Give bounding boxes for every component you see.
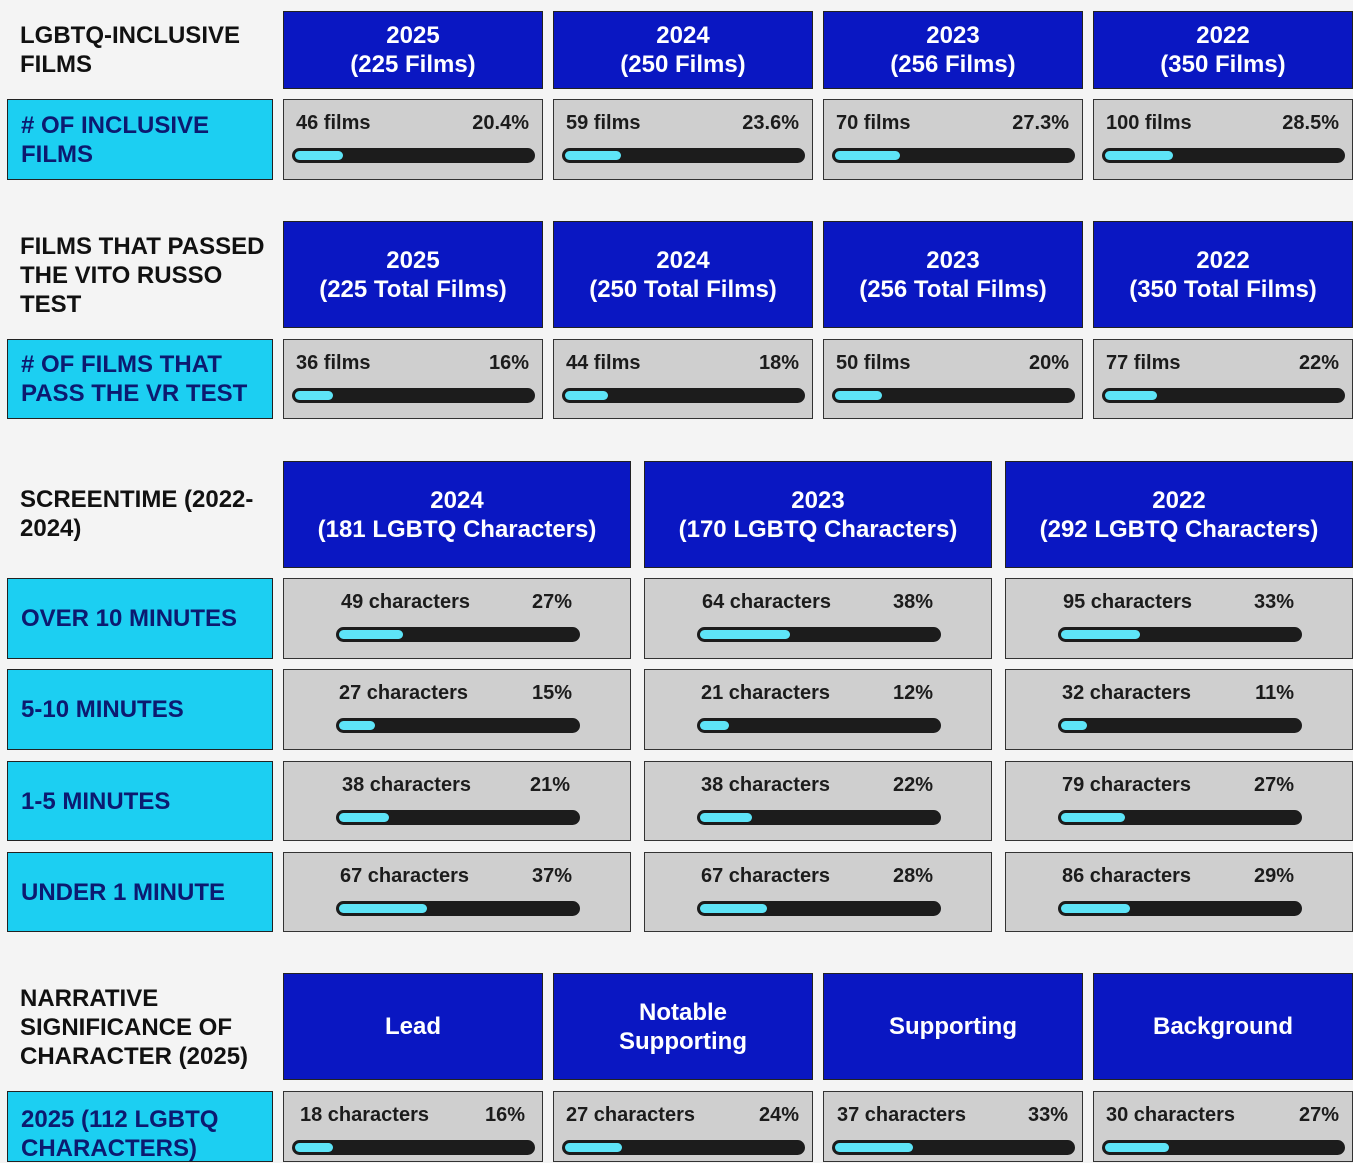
- progress-bar: [562, 148, 805, 163]
- progress-bar: [1058, 810, 1302, 825]
- stat-cell: [283, 669, 631, 750]
- progress-fill: [1105, 1143, 1169, 1152]
- progress-bar: [697, 901, 941, 916]
- percent-text: 28.5%: [1282, 112, 1339, 134]
- header-2022: [1093, 221, 1353, 328]
- section-title-inclusive-films: LGBTQ-INCLUSIVE FILMS: [20, 22, 240, 78]
- percent-text: 33%: [1027, 1104, 1068, 1126]
- header-year: 2022: [1152, 486, 1206, 514]
- percent-text: 18%: [758, 352, 799, 374]
- row-label-5-10-min: 5-10 MINUTES: [7, 669, 273, 750]
- header-total: (250 Films): [620, 51, 746, 78]
- count-text: 77 films: [1106, 352, 1181, 374]
- percent-text: 28%: [892, 865, 933, 887]
- header-line1: Notable: [638, 998, 727, 1026]
- percent-text: 29%: [1253, 865, 1294, 887]
- count-text: 59 films: [566, 112, 641, 134]
- header-year: 2025: [386, 246, 440, 274]
- count-text: 32 characters: [1062, 682, 1191, 704]
- stat-cell: [644, 761, 992, 841]
- progress-fill: [1061, 721, 1087, 730]
- stat-cell: [1005, 669, 1353, 750]
- stat-cell: [823, 339, 1083, 419]
- header-year: 2024: [656, 246, 710, 274]
- progress-fill: [565, 391, 608, 400]
- stat-cell: [823, 1091, 1083, 1162]
- stat-cell: [553, 339, 813, 419]
- header-notable-supporting: [553, 973, 813, 1080]
- progress-fill: [565, 1143, 622, 1152]
- header-2024: [283, 461, 631, 568]
- header-year: 2022: [1196, 22, 1250, 49]
- percent-text: 38%: [892, 591, 933, 613]
- count-text: 36 films: [296, 352, 371, 374]
- stat-cell: [283, 761, 631, 841]
- count-text: 30 characters: [1106, 1104, 1235, 1126]
- progress-fill: [565, 151, 621, 160]
- percent-text: 22%: [892, 774, 933, 796]
- percent-text: 37%: [531, 865, 572, 887]
- count-text: 50 films: [836, 352, 911, 374]
- stat-cell: [553, 99, 813, 180]
- progress-bar: [336, 718, 580, 733]
- header-2025: [283, 221, 543, 328]
- progress-fill: [1105, 391, 1157, 400]
- progress-bar: [562, 388, 805, 403]
- count-text: 38 characters: [342, 774, 471, 796]
- stat-cell: [644, 852, 992, 932]
- progress-bar: [697, 627, 941, 642]
- progress-bar: [832, 1140, 1075, 1155]
- percent-text: 27%: [1253, 774, 1294, 796]
- header-total: (350 Films): [1160, 51, 1286, 78]
- stat-cell: [1005, 578, 1353, 659]
- row-label-under-1-min: UNDER 1 MINUTE: [7, 852, 273, 932]
- percent-text: 22%: [1298, 352, 1339, 374]
- header-total: (170 LGBTQ Characters): [678, 515, 958, 543]
- count-text: 46 films: [296, 112, 371, 134]
- progress-bar: [292, 148, 535, 163]
- progress-fill: [1061, 904, 1130, 913]
- percent-text: 20%: [1028, 352, 1069, 374]
- stat-cell: [283, 99, 543, 180]
- progress-bar: [336, 627, 580, 642]
- progress-fill: [339, 904, 427, 913]
- progress-fill: [700, 813, 752, 822]
- count-text: 21 characters: [701, 682, 830, 704]
- stat-cell: [1093, 339, 1353, 419]
- header-total: (256 Films): [890, 51, 1016, 78]
- percent-text: 11%: [1255, 682, 1294, 704]
- section-title-narrative-significance: NARRATIVE SIGNIFICANCE OF CHARACTER (2025): [20, 984, 249, 1070]
- row-label-1-5-min: 1-5 MINUTES: [7, 761, 273, 841]
- stat-cell: [644, 669, 992, 750]
- section-title-screentime: SCREENTIME (2022-2024): [20, 486, 254, 542]
- progress-bar: [1102, 388, 1345, 403]
- stat-cell: [283, 339, 543, 419]
- count-text: 86 characters: [1062, 865, 1191, 887]
- percent-text: 16%: [488, 352, 529, 374]
- progress-bar: [336, 901, 580, 916]
- percent-text: 27.3%: [1012, 112, 1069, 134]
- header-year: 2023: [926, 246, 980, 274]
- stat-cell: [1005, 761, 1353, 841]
- count-text: 44 films: [566, 352, 641, 374]
- header-line1: Supporting: [889, 1013, 1017, 1040]
- header-total: (225 Total Films): [319, 275, 507, 303]
- count-text: 27 characters: [566, 1104, 695, 1126]
- stat-cell: [1093, 1091, 1353, 1162]
- header-line1: Background: [1152, 1013, 1293, 1040]
- stat-cell: [553, 1091, 813, 1162]
- stat-cell: [823, 99, 1083, 180]
- progress-fill: [700, 630, 790, 639]
- progress-fill: [339, 721, 375, 730]
- percent-text: 27%: [531, 591, 572, 613]
- progress-bar: [1102, 148, 1345, 163]
- count-text: 18 characters: [300, 1104, 429, 1126]
- percent-text: 20.4%: [472, 112, 529, 134]
- header-year: 2023: [791, 486, 845, 514]
- count-text: 100 films: [1106, 112, 1192, 134]
- count-text: 49 characters: [341, 591, 470, 613]
- progress-bar: [336, 810, 580, 825]
- row-label-2025-characters: 2025 (112 LGBTQ CHARACTERS): [7, 1091, 273, 1162]
- stat-cell: [283, 578, 631, 659]
- percent-text: 16%: [484, 1104, 525, 1126]
- stat-cell: [1005, 852, 1353, 932]
- header-year: 2024: [430, 486, 484, 514]
- progress-fill: [700, 904, 767, 913]
- header-2024: [553, 221, 813, 328]
- progress-fill: [1061, 813, 1125, 822]
- stat-cell: [1093, 99, 1353, 180]
- progress-fill: [295, 1143, 333, 1152]
- header-2025: [283, 11, 543, 89]
- percent-text: 33%: [1253, 591, 1294, 613]
- count-text: 79 characters: [1062, 774, 1191, 796]
- count-text: 95 characters: [1063, 591, 1192, 613]
- progress-fill: [1061, 630, 1140, 639]
- progress-fill: [339, 630, 403, 639]
- progress-bar: [292, 388, 535, 403]
- count-text: 70 films: [836, 112, 911, 134]
- percent-text: 12%: [892, 682, 933, 704]
- header-2023: [823, 11, 1083, 89]
- header-background: [1093, 973, 1353, 1080]
- count-text: 67 characters: [701, 865, 830, 887]
- progress-bar: [1058, 627, 1302, 642]
- percent-text: 23.6%: [742, 112, 799, 134]
- header-total: (225 Films): [350, 51, 476, 78]
- header-total: (250 Total Films): [589, 275, 777, 303]
- stat-cell: [644, 578, 992, 659]
- progress-bar: [697, 810, 941, 825]
- header-total: (292 LGBTQ Characters): [1039, 515, 1319, 543]
- header-year: 2022: [1196, 246, 1250, 274]
- stat-cell: [283, 852, 631, 932]
- progress-fill: [700, 721, 729, 730]
- header-2023: [823, 221, 1083, 328]
- section-title-vito-russo: FILMS THAT PASSED THE VITO RUSSO TEST: [20, 232, 265, 318]
- header-total: (256 Total Films): [859, 275, 1047, 303]
- count-text: 67 characters: [340, 865, 469, 887]
- header-2022: [1093, 11, 1353, 89]
- header-2022: [1005, 461, 1353, 568]
- progress-bar: [1058, 901, 1302, 916]
- header-2024: [553, 11, 813, 89]
- percent-text: 15%: [531, 682, 572, 704]
- header-year: 2023: [926, 22, 980, 49]
- header-total: (181 LGBTQ Characters): [317, 515, 597, 543]
- header-supporting: [823, 973, 1083, 1080]
- progress-fill: [339, 813, 389, 822]
- count-text: 37 characters: [837, 1104, 966, 1126]
- header-line2: Supporting: [619, 1027, 747, 1055]
- percent-text: 27%: [1298, 1104, 1339, 1126]
- progress-fill: [835, 1143, 913, 1152]
- header-year: 2025: [386, 22, 440, 49]
- header-line1: Lead: [384, 1013, 441, 1040]
- percent-text: 21%: [529, 774, 570, 796]
- header-total: (350 Total Films): [1129, 275, 1317, 303]
- progress-bar: [1102, 1140, 1345, 1155]
- progress-fill: [295, 391, 333, 400]
- progress-fill: [295, 151, 343, 160]
- progress-fill: [835, 391, 882, 400]
- stat-cell: [283, 1091, 543, 1162]
- progress-bar: [292, 1140, 535, 1155]
- row-label-vr-test: # OF FILMS THAT PASS THE VR TEST: [7, 339, 273, 419]
- progress-fill: [835, 151, 900, 160]
- count-text: 64 characters: [702, 591, 831, 613]
- progress-fill: [1105, 151, 1173, 160]
- progress-bar: [832, 388, 1075, 403]
- header-2023: [644, 461, 992, 568]
- progress-bar: [832, 148, 1075, 163]
- percent-text: 24%: [758, 1104, 799, 1126]
- header-year: 2024: [656, 22, 710, 49]
- row-label-over-10-min: OVER 10 MINUTES: [7, 578, 273, 659]
- progress-bar: [1058, 718, 1302, 733]
- row-label-inclusive-films: # OF INCLUSIVE FILMS: [7, 99, 273, 180]
- progress-bar: [697, 718, 941, 733]
- progress-bar: [562, 1140, 805, 1155]
- count-text: 27 characters: [339, 682, 468, 704]
- header-lead: [283, 973, 543, 1080]
- count-text: 38 characters: [701, 774, 830, 796]
